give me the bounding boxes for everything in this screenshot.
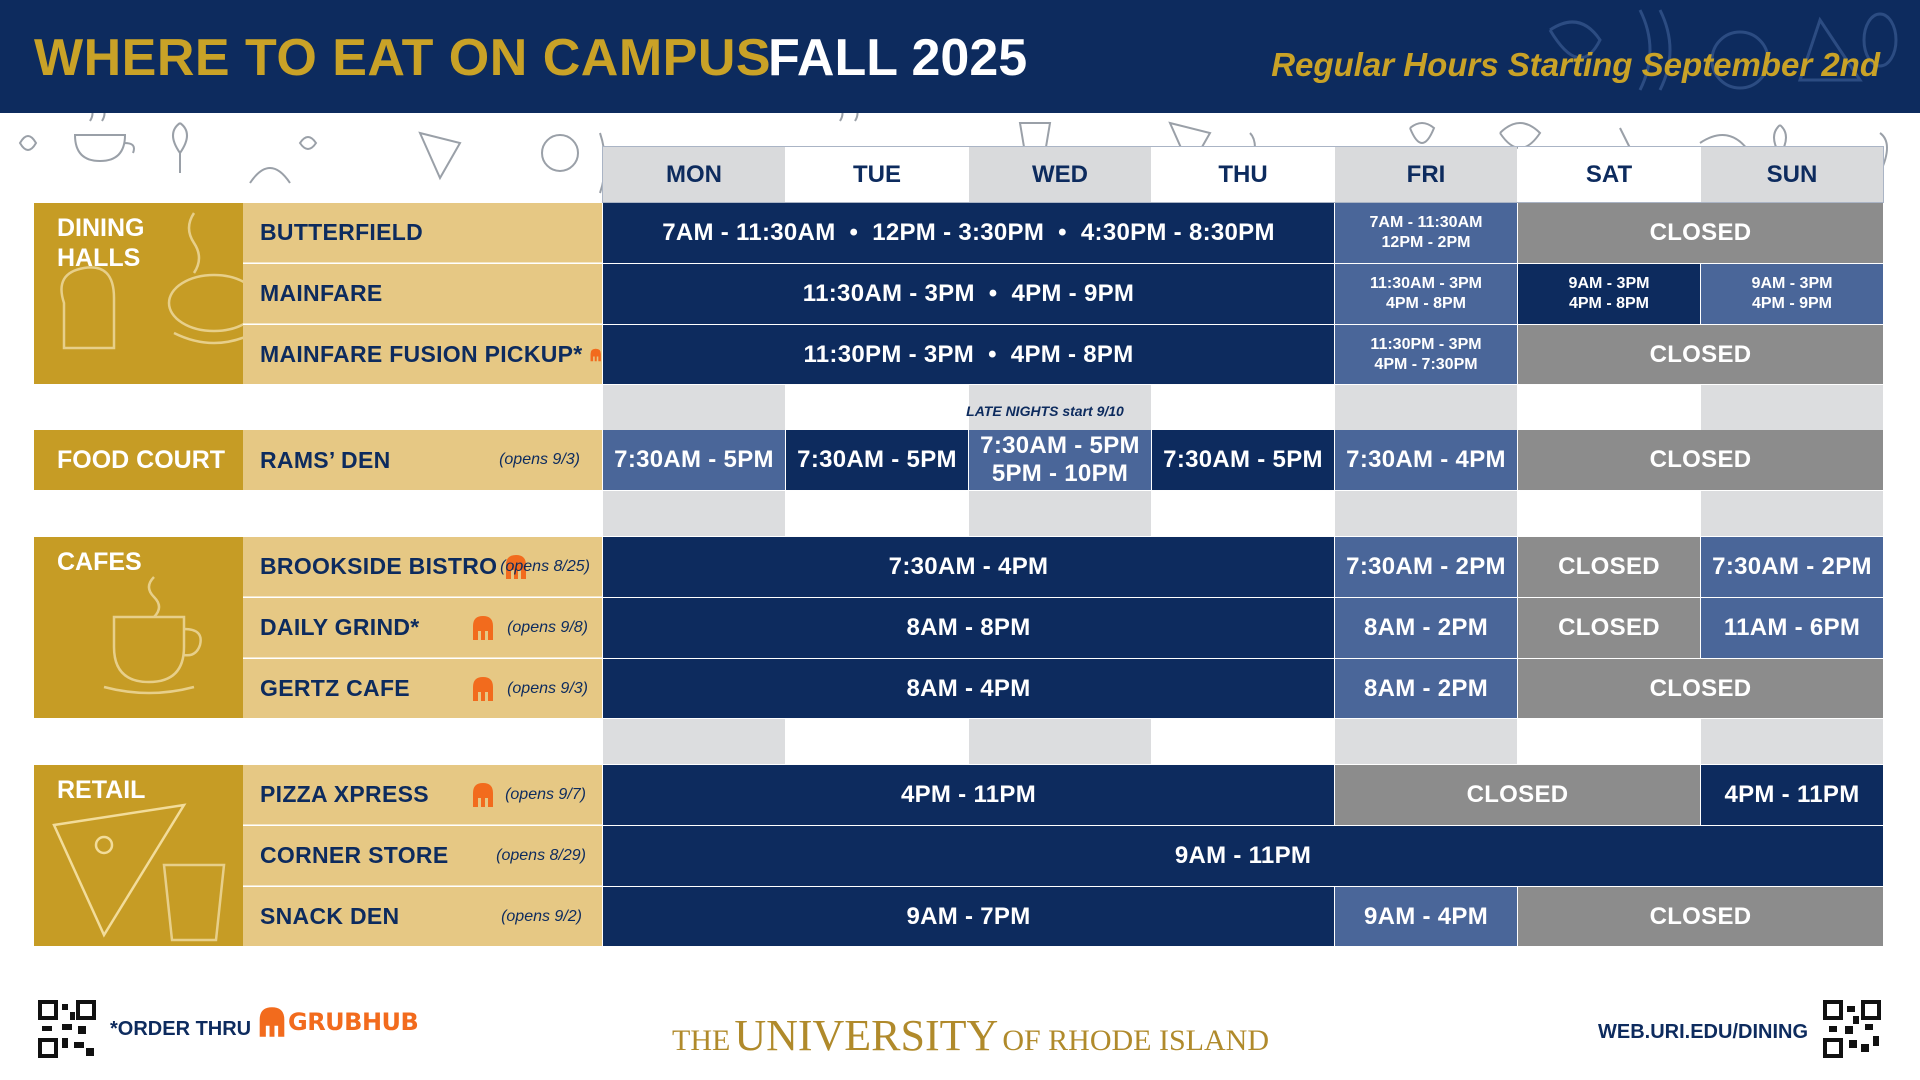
daily-grind-mon-thu-hours: 8AM - 8PM [603, 598, 1334, 658]
butterfield-fri-hours [1335, 203, 1517, 263]
gertz-fri-hours: 8AM - 2PM [1335, 659, 1517, 718]
category-dining-halls [34, 203, 243, 384]
brookside-sun-hours: 7:30AM - 2PM [1701, 537, 1883, 597]
opening-note: (opens 8/25) [500, 557, 590, 575]
brookside-mon-thu-hours: 7:30AM - 4PM [603, 537, 1334, 597]
hours-text: 7AM - 11:30AM [662, 219, 836, 246]
location-name: PIZZA XPRESS [260, 781, 429, 807]
gap-cell [603, 491, 785, 536]
gap-cell [969, 719, 1151, 764]
gap-cell [1335, 719, 1517, 764]
university-the: THE [672, 1024, 731, 1057]
category-retail [34, 765, 243, 946]
qr-code-icon[interactable] [38, 1000, 96, 1058]
grubhub-icon [470, 781, 496, 809]
location-name: GERTZ CAFE [260, 675, 410, 701]
location-name: BROOKSIDE BISTRO [260, 553, 498, 579]
rams-den-wed-hours [969, 430, 1151, 490]
gap-cell [603, 719, 785, 764]
mainfare-sun-hours [1701, 264, 1883, 324]
location-name: MAINFARE [260, 280, 383, 306]
opening-note: (opens 9/2) [501, 907, 582, 925]
location-name: DAILY GRIND* [260, 614, 420, 640]
daily-grind-sat-hours: CLOSED [1518, 598, 1700, 658]
grubhub-logo[interactable] [256, 1004, 418, 1040]
bullet-separator: • [988, 280, 998, 307]
pizza-mon-thu-hours: 4PM - 11PM [603, 765, 1334, 825]
snack-den-mon-thu-hours: 9AM - 7PM [603, 887, 1334, 946]
location-name: BUTTERFIELD [260, 219, 424, 245]
hours-text: 4:30PM - 8:30PM [1080, 219, 1275, 246]
brookside-fri-hours: 7:30AM - 2PM [1335, 537, 1517, 597]
rams-den-tue-hours: 7:30AM - 5PM [786, 430, 968, 490]
grubhub-icon [589, 341, 602, 369]
grubhub-icon [256, 1004, 288, 1040]
day-header-wed: WED [969, 147, 1151, 202]
website-link[interactable]: WEB.URI.EDU/DINING [1598, 1021, 1808, 1043]
location-mainfare-fusion [243, 325, 602, 384]
gap-cell [1701, 385, 1883, 430]
day-header-thu: THU [1152, 147, 1334, 202]
location-mainfare [243, 264, 602, 324]
bullet-separator: • [988, 340, 997, 368]
mainfare-sat-hours [1518, 264, 1700, 324]
snack-den-weekend-hours: CLOSED [1518, 887, 1883, 946]
hours-text: 11:30PM - 3PM [803, 340, 975, 368]
gap-cell [1701, 491, 1883, 536]
gap-cell [603, 385, 785, 430]
grubhub-wordmark: GRUBHUB [288, 1008, 419, 1036]
hours-text: 12PM - 3:30PM [872, 219, 1045, 246]
butterfield-mon-thu-hours [603, 203, 1334, 263]
fusion-mon-thu-hours [603, 325, 1334, 384]
corner-store-all-week-hours: 9AM - 11PM [603, 826, 1883, 886]
location-corner-store [243, 826, 602, 886]
rams-den-fri-hours: 7:30AM - 4PM [1335, 430, 1517, 490]
header-banner [0, 0, 1920, 113]
pizza-sun-hours: 4PM - 11PM [1701, 765, 1883, 825]
hours-text: 11:30PM - 3PM [1370, 335, 1482, 353]
hours-text: 7AM - 11:30AM [1369, 214, 1483, 231]
hours-text: 4PM - 7:30PM [1374, 355, 1478, 373]
cafes-label: CAFES [57, 548, 142, 576]
food-court-label: FOOD COURT [57, 446, 226, 474]
qr-code-icon[interactable] [1823, 1000, 1881, 1058]
hours-text: 4PM - 9PM [1751, 295, 1832, 312]
location-gertz-cafe [243, 659, 602, 718]
hours-text: 5PM - 10PM [991, 460, 1129, 487]
gap-cell [1335, 385, 1517, 430]
hours-text: 12PM - 2PM [1381, 234, 1471, 251]
gertz-mon-thu-hours: 8AM - 4PM [603, 659, 1334, 718]
hours-text: 9AM - 3PM [1751, 275, 1833, 292]
location-name: RAMS’ DEN [260, 446, 391, 473]
university-main: UNIVERSITY [734, 1011, 999, 1060]
pizza-fri-sat-hours: CLOSED [1335, 765, 1700, 825]
day-header-tue: TUE [786, 147, 968, 202]
hours-subtitle: Regular Hours Starting September 2nd [1271, 46, 1880, 83]
hours-text: 9AM - 3PM [1568, 275, 1650, 292]
fusion-fri-hours [1335, 325, 1517, 384]
daily-grind-sun-hours: 11AM - 6PM [1701, 598, 1883, 658]
gertz-weekend-hours: CLOSED [1518, 659, 1883, 718]
bullet-separator: • [849, 219, 859, 246]
opening-note: (opens 9/7) [505, 785, 586, 803]
butterfield-weekend-hours: CLOSED [1518, 203, 1883, 263]
university-rest: OF RHODE ISLAND [1002, 1024, 1269, 1057]
location-brookside-bistro [243, 537, 602, 597]
university-logo [672, 1010, 1269, 1061]
mainfare-mon-thu-hours [603, 264, 1334, 324]
category-cafes [34, 537, 243, 718]
hours-text: 4PM - 8PM [1010, 340, 1134, 368]
day-header-mon: MON [603, 147, 785, 202]
hours-text: 4PM - 9PM [1011, 280, 1135, 307]
rams-den-thu-hours: 7:30AM - 5PM [1152, 430, 1334, 490]
rams-den-mon-hours: 7:30AM - 5PM [603, 430, 785, 490]
opening-note: (opens 9/3) [507, 679, 588, 697]
location-snack-den [243, 887, 602, 946]
hours-text: 11:30AM - 3PM [802, 280, 975, 307]
term-label: FALL 2025 [768, 29, 1028, 87]
fusion-weekend-hours: CLOSED [1518, 325, 1883, 384]
opening-note: (opens 9/3) [499, 451, 580, 468]
dining-halls-label: DINING HALLS [57, 214, 145, 272]
gap-cell [969, 491, 1151, 536]
hours-text: 7:30AM - 5PM [980, 432, 1140, 459]
day-header-fri: FRI [1335, 147, 1517, 202]
snack-den-fri-hours: 9AM - 4PM [1335, 887, 1517, 946]
retail-label: RETAIL [57, 776, 146, 804]
category-food-court [34, 430, 243, 490]
hours-text: 4PM - 8PM [1385, 295, 1466, 312]
bullet-separator: • [1058, 219, 1067, 246]
grubhub-icon [470, 675, 496, 703]
location-name: CORNER STORE [260, 842, 449, 868]
location-name: SNACK DEN [260, 903, 400, 929]
daily-grind-fri-hours: 8AM - 2PM [1335, 598, 1517, 658]
location-butterfield [243, 203, 602, 263]
hours-text: 11:30AM - 3PM [1369, 275, 1483, 292]
hours-text: 4PM - 8PM [1568, 295, 1649, 312]
location-name: MAINFARE FUSION PICKUP* [260, 341, 583, 367]
grubhub-icon [470, 614, 496, 642]
day-header-sun: SUN [1701, 147, 1883, 202]
location-rams-den [243, 430, 602, 490]
mainfare-fri-hours [1335, 264, 1517, 324]
page-title: WHERE TO EAT ON CAMPUS [34, 29, 772, 87]
location-daily-grind [243, 598, 602, 658]
gap-cell [1701, 719, 1883, 764]
late-nights-note: LATE NIGHTS start 9/10 [966, 403, 1124, 419]
brookside-sat-hours: CLOSED [1518, 537, 1700, 597]
rams-den-weekend-hours: CLOSED [1518, 430, 1883, 490]
opening-note: (opens 9/8) [507, 618, 588, 636]
day-header-sat: SAT [1518, 147, 1700, 202]
order-note: *ORDER THRU [110, 1018, 252, 1040]
opening-note: (opens 8/29) [496, 846, 586, 864]
location-pizza-xpress [243, 765, 602, 825]
gap-cell [1335, 491, 1517, 536]
